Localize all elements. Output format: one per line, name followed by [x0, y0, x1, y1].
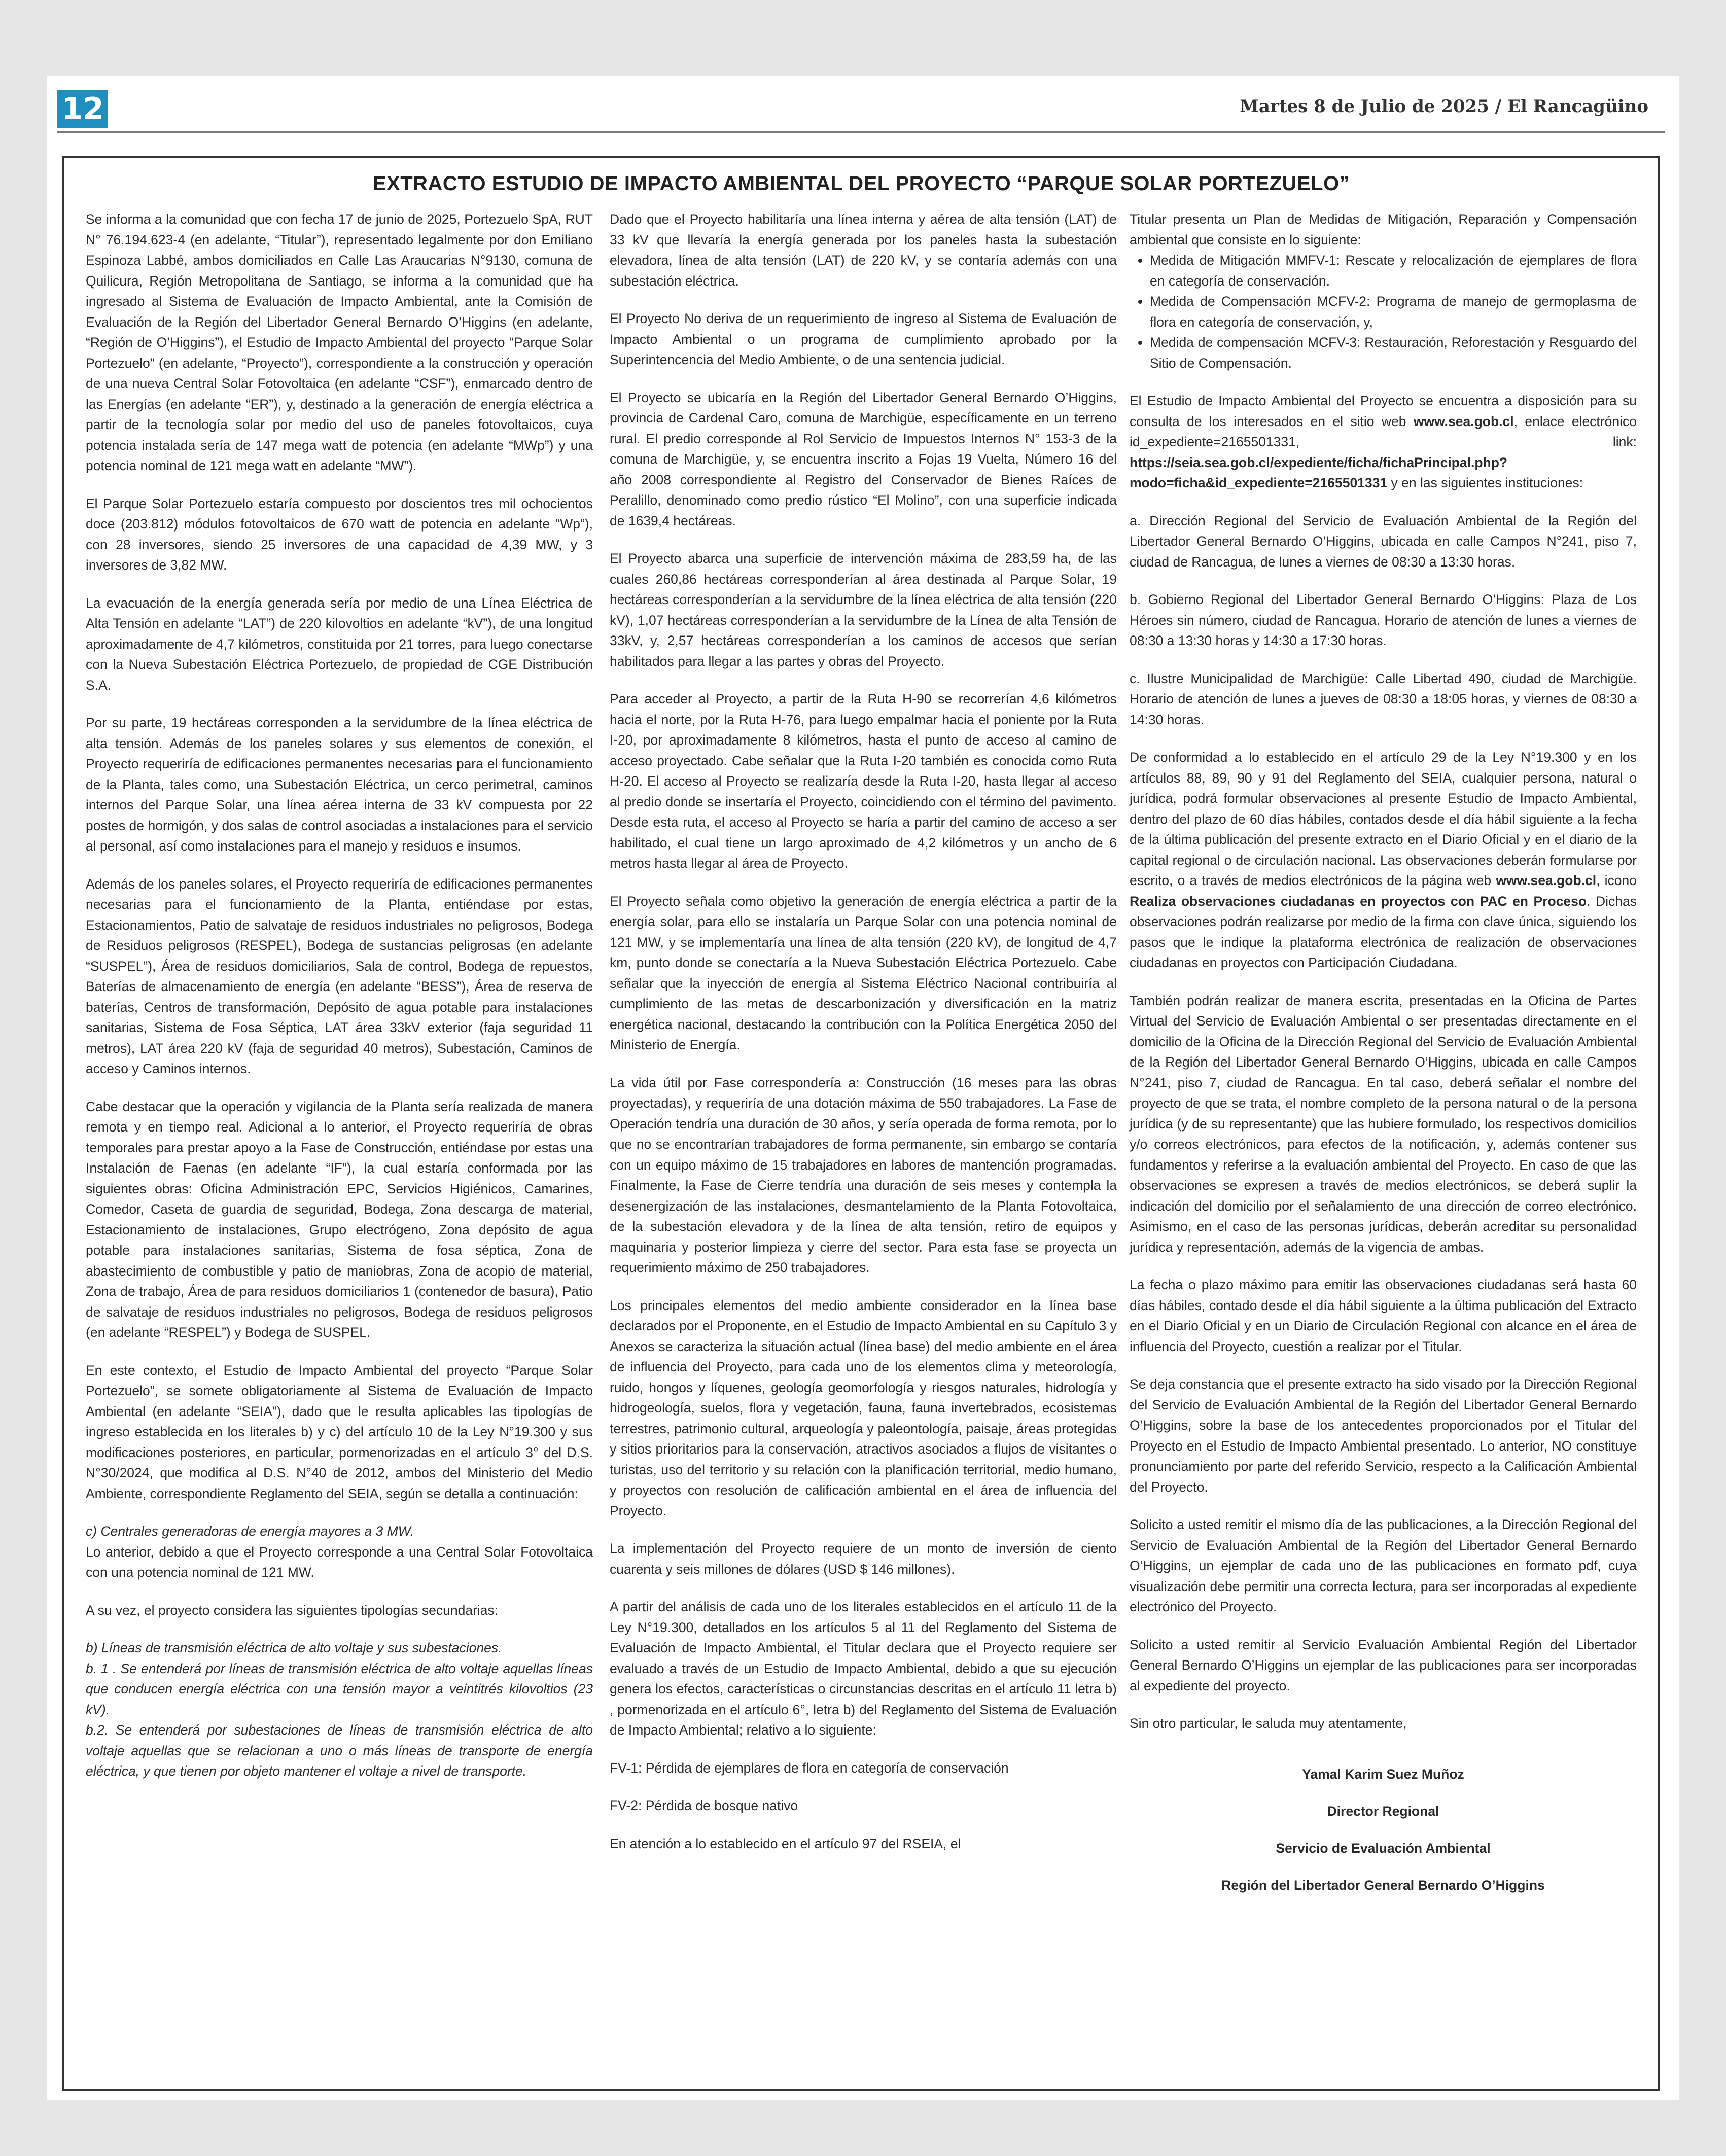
website-link[interactable]: www.sea.gob.cl: [1496, 873, 1597, 888]
paragraph: Además de los paneles solares, el Proyecto requeriría de edificaciones permanentes necesarias para el funcionamiento de la Planta, entiéndase por estas, Estacionamientos, Patio de salvataje de residuos industriales no peligrosos, Bodega de Residuos peligrosos (RESPEL), Bodega de sustancias peligrosas (en adelante “SUSPEL”), Área de residuos domiciliarios, Sala de control, Bodega de repuestos, Baterías de almacenamiento de energía (en adelante “BESS”), Área de reserva de baterías, Centros de transformación, Depósito de agua potable para instalaciones sanitarias, Sistema de Fosa Séptica, LAT área 33kV exterior (faja seguridad 11 metros), LAT área 220 kV (faja de seguridad 40 metros), Subestación, Caminos de acceso y Caminos internos.: [86, 876, 593, 1076]
column-1: [86, 209, 593, 2075]
paragraph: La fecha o plazo máximo para emitir las observaciones ciudadanas será hasta 60 días hábiles, contado desde el día hábil siguiente a la última publicación del Extracto en el Diario Oficial y en un Diario de Circulación Regional con alcance en el área de influencia del Proyecto, cuestión a realizar por el Titular.: [1130, 1277, 1637, 1354]
column-2: [610, 209, 1117, 2075]
text: De conformidad a lo establecido en el artículo 29 de la Ley N°19.300 y en los artículos 88, 89, 90 y 91 del Reglamento del SEIA, cualquier persona, natural o jurídica, podrá formular observaciones al presente Estudio de Impacto Ambiental, dentro del plazo de 60 días hábiles, contados desde el día hábil siguiente a la fecha de la última publicación del presente extracto en el Diario Oficial y en el diario de la capital regional o de circulación nacional. Las observaciones deberán formularse por escrito, o a través de medios electrónicos de la página web: [1130, 750, 1637, 888]
paragraph: En atención a lo establecido en el artículo 97 del RSEIA, el: [610, 1835, 961, 1851]
list-item: • Medida de compensación MCFV-3: Restauración, Reforestación y Resguardo del Sitio de Compensación.: [1150, 332, 1637, 373]
legal-notice-box: [62, 156, 1660, 2091]
paragraph: Solicito a usted remitir el mismo día de las publicaciones, a la Dirección Regional del Servicio de Evaluación Ambiental de la Región del Libertador General Bernardo O’Higgins, un ejemplar de cada uno de las publicaciones en formato pdf, cuya visualización debe permitir una correcta lectura, para ser incorporadas al expediente electrónico del Proyecto.: [1130, 1517, 1637, 1614]
list-item: • Medida de Compensación MCFV-2: Programa de manejo de germoplasma de flora en categoría de conservación, y,: [1150, 291, 1637, 332]
paragraph: Para acceder al Proyecto, a partir de la Ruta H-90 se recorrerían 4,6 kilómetros hacia el norte, por la Ruta H-76, para luego empalmar hacia el poniente por la Ruta I-20, por aproximadamente 8 kilómetros, hasta el punto de acceso al camino de acceso proyectado. Cabe señalar que la Ruta I-20 también es conocida como Ruta H-20. El acceso al Proyecto se realizaría desde la Ruta I-20, hasta llegar al acceso al predio donde se insertaría el Proyecto, coincidiendo con el término del pavimento. Desde esta ruta, el acceso al Proyecto se haría a partir del camino de acceso a ser habilitado, el cual tiene un largo aproximado de 4,2 kilómetros y un ancho de 6 metros hasta llegar al área de Proyecto.: [610, 691, 1117, 871]
text: , enlace electrónico id_expediente=2165501331, link:: [1130, 413, 1637, 449]
text: y en las siguientes instituciones:: [1387, 475, 1583, 490]
paragraph: c. Ilustre Municipalidad de Marchigüe: Calle Libertad 490, ciudad de Marchigüe. Horario de atención de lunes a jueves de 08:30 a 18:05 horas, y viernes de 08:30 a 14:30 horas.: [1130, 670, 1637, 727]
paragraph: También podrán realizar de manera escrita, presentadas en la Oficina de Partes Virtual del Servicio de Evaluación Ambiental o ser presentadas directamente en el domicilio de la Oficina de la Dirección Regional del Servicio de Evaluación Ambiental de la Región del Libertador General Bernardo O’Higgins, ubicada en calle Campos N°241, piso 7, ciudad de Rancagua. En tal caso, deberá señalar el nombre del proyecto de que se trata, el nombre completo de la persona natural o de la persona jurídica (y de su representante) que las hubiere formulado, los respectivos domicilios y/o correos electrónicos, para efectos de la notificación, y, además contener sus fundamentos y referirse a la evaluación ambiental del Proyecto. En caso de que las observaciones se expresen a través de medios electrónicos, se deberá suplir la indicación del domicilio por el señalamiento de una dirección de correo electrónico. Asimismo, en el caso de las personas jurídicas, deberán acreditar su personalidad jurídica y representación, además de la vigencia de ambas.: [1130, 993, 1637, 1255]
paragraph: A su vez, el proyecto considera las siguientes tipologías secundarias:: [86, 1602, 499, 1618]
typology-item: b) Líneas de transmisión eléctrica de alto voltaje y sus subestaciones.: [86, 1640, 502, 1655]
typology-item: b.2. Se entenderá por subestaciones de líneas de transmisión eléctrica de alto voltaje aquellas que se relacionan a uno o más líneas de transporte de energía eléctrica, y que tienen por objeto mantener el voltaje a nivel de transporte.: [86, 1722, 593, 1779]
observations-icon-label: Realiza observaciones ciudadanas en proyectos con PAC en Proceso: [1130, 893, 1587, 909]
paragraph: El Proyecto No deriva de un requerimiento de ingreso al Sistema de Evaluación de Impacto Ambiental o un programa de cumplimiento aprobado por la Superintencencia del Medio Ambiente, o de una sentencia judicial.: [610, 311, 1117, 367]
signer-agency: Servicio de Evaluación Ambiental: [1276, 1840, 1491, 1856]
paragraph: FV-2: Pérdida de bosque nativo: [610, 1798, 798, 1813]
expediente-link[interactable]: https://seia.sea.gob.cl/expediente/ficha/fichaPrincipal.php?modo=ficha&id_expediente=2165501331: [1130, 454, 1508, 490]
website-link[interactable]: www.sea.gob.cl: [1413, 413, 1514, 429]
paragraph: Cabe destacar que la operación y vigilancia de la Planta sería realizada de manera remota y en tiempo real. Adicional a lo anterior, el Proyecto requeriría de obras temporales para prestar apoyo a la Fase de Construcción, entiéndase por estas una Instalación de Faenas (en adelante “IF”), la cual estaría conformada por las siguientes obras: Oficina Administración EPC, Servicios Higiénicos, Camarines, Comedor, Caseta de guardia de seguridad, Bodega, Zona descarga de material, Estacionamiento de instalaciones, Grupo electrógeno, Zona depósito de agua potable para instalaciones sanitarias, Sistema de fosa séptica, Zona de abastecimiento de combustible y patio de maniobras, Zona de acopio de material, Zona de trabajo, Área de para residuos domiciliarios 1 (contenedor de basura), Patio de salvataje de residuos industriales no peligrosos, Bodega de residuos peligrosos (en adelante “RESPEL”) y Bodega de SUSPEL.: [86, 1099, 593, 1340]
paragraph: A partir del análisis de cada uno de los literales establecidos en el artículo 11 de la Ley N°19.300, detallados en los artículos 5 al 11 del Reglamento del Sistema de Evaluación de Impacto Ambiental, el Titular declara que el Proyecto requiere ser evaluado a través de un Estudio de Impacto Ambiental, debido a que su ejecución genera los efectos, características o circunstancias descritas en el artículo 11 letra b) , pormenorizada en el artículo 6°, letra b) del Reglamento del Sistema de Evaluación de Impacto Ambiental; relativo a lo siguiente:: [610, 1599, 1117, 1738]
paragraph: a. Dirección Regional del Servicio de Evaluación Ambiental de la Región del Libertador General Bernardo O’Higgins, ubicada en calle Campos N°241, piso 7, ciudad de Rancagua, de lunes a viernes de 08:30 a 13:30 horas.: [1130, 513, 1637, 570]
paragraph: b. Gobierno Regional del Libertador General Bernardo O’Higgins: Plaza de Los Héroes sin número, ciudad de Rancagua. Horario de atención de lunes a viernes de 08:30 a 13:30 horas y 14:30 a 17:30 horas.: [1130, 592, 1637, 648]
paragraph: [1130, 747, 1637, 973]
paragraph: [1130, 391, 1637, 493]
paragraph: En este contexto, el Estudio de Impacto Ambiental del proyecto “Parque Solar Portezuelo”, se somete obligatoriamente al Sistema de Evaluación de Impacto Ambiental (en adelante “SEIA”), dado que le resulta aplicables las tipologías de ingreso establecida en los literales b) y c) del artículo 10 de la Ley N°19.300 y sus modificaciones posteriores, en particular, pormenorizadas en el artículo 3° del D.S. N°30/2024, que modifica al D.S. N°40 de 2012, ambos del Ministerio del Medio Ambiente, correspondiente Reglamento del SEIA, según se detalla a continuación:: [86, 1362, 593, 1501]
page-number: 12: [57, 90, 108, 128]
list-item: • Medida de Mitigación MMFV-1: Rescate y relocalización de ejemplares de flora en categoría de conservación.: [1150, 250, 1637, 291]
paragraph: Se informa a la comunidad que con fecha 17 de junio de 2025, Portezuelo SpA, RUT N° 76.194.623-4 (en adelante, “Titular”), representado legalmente por don Emiliano Espinoza Labbé, ambos domiciliados en Calle Las Araucarias N°9130, comuna de Quilicura, Región Metropolitana de Santiago, se informa a la comunidad que ha ingresado al Sistema de Evaluación de Impacto Ambiental, ante la Comisión de Evaluación de la Región del Libertador General Bernardo O’Higgins (en adelante, “Región de O’Higgins”), el Estudio de Impacto Ambiental del proyecto “Parque Solar Portezuelo” (en adelante, “Proyecto”), correspondiente a la construcción y operación de una nueva Central Solar Fotovoltaica (en adelante “CSF”), enmarcado dentro de las Energías (en adelante “ER”), y, destinado a la generación de energía eléctrica a partir de la tecnología solar por medio del uso de paneles fotovoltaicos, cuya potencia instalada sería de 147 mega watt de potencia (en adelante “MWp”) y una potencia nominal de 121 mega watt en adelante “MW”).: [86, 211, 593, 473]
text: . Dichas observaciones podrán realizarse por medio de la firma con clave única, siguiendo los pasos que le indique la plataforma electrónica de realización de observaciones ciudadanas en proyectos con Participación Ciudadana.: [1130, 893, 1637, 970]
text: El Estudio de Impacto Ambiental del Proyecto se encuentra a disposición para su consulta de los interesados en el sitio web: [1130, 393, 1637, 429]
text: , icono: [1596, 873, 1637, 888]
paragraph: La vida útil por Fase correspondería a: Construcción (16 meses para las obras proyectadas), y requeriría de una dotación máxima de 550 trabajadores. La Fase de Operación tendría una duración de 30 años, y sería operada de forma remota, por lo que no se encontrarían trabajadores de forma permanente, sin embargo se contaría con un equipo máximo de 15 trabajadores en labores de mantención programadas. Finalmente, la Fase de Cierre tendría una duración de seis meses y contempla la desenergización de las instalaciones, desmantelamiento de la Planta Fotovoltaica, de la subestación elevadora y de la línea de alta tensión, retiro de equipos y maquinaria y posterior limpieza y cierre del sector. Para esta fase se proyecta un requerimiento máximo de 250 trabajadores.: [610, 1075, 1117, 1275]
typology-item: b. 1 . Se entenderá por líneas de transmisión eléctrica de alto voltaje aquellas líneas que conducen energía eléctrica con una tensión mayor a veintitrés kilovoltios (23 kV).: [86, 1660, 593, 1717]
paragraph: Se deja constancia que el presente extracto ha sido visado por la Dirección Regional del Servicio de Evaluación Ambiental de la Región del Libertador General Bernardo O’Higgins, sobre la base de los antecedentes proporcionados por el Titular del Proyecto en el Estudio de Impacto Ambiental presentado. Lo anterior, NO constituye pronunciamiento por parte del referido Servicio, respecto a la Calificación Ambiental del Proyecto.: [1130, 1376, 1637, 1495]
paragraph: Por su parte, 19 hectáreas corresponden a la servidumbre de la línea eléctrica de alta tensión. Además de los paneles solares y sus elementos de conexión, el Proyecto requeriría de edificaciones permanentes necesarias para el funcionamiento de la Planta, tales como, una Subestación Eléctrica, un cerco perimetral, caminos internos del Parque Solar, una línea aérea interna de 33 kV compuesta por 22 postes de hormigón, y dos salas de control asociadas a instalaciones para el servicio al personal, así como instalaciones para el manejo y residuos e insumos.: [86, 715, 593, 854]
measures-list: [1130, 250, 1637, 373]
typology-heading: c) Centrales generadoras de energía mayores a 3 MW.: [86, 1524, 414, 1539]
signer-name: Yamal Karim Suez Muñoz: [1302, 1766, 1464, 1782]
page-header: [47, 76, 1679, 132]
paragraph: FV-1: Pérdida de ejemplares de flora en categoría de conservación: [610, 1760, 1009, 1776]
signature-block: [1130, 1764, 1637, 1895]
paragraph: La implementación del Proyecto requiere de un monto de inversión de ciento cuarenta y seis millones de dólares (USD $ 146 millones).: [610, 1541, 1117, 1577]
newspaper-page: [47, 76, 1679, 2100]
date-and-newspaper-name: Martes 8 de Julio de 2025 / El Rancagüino: [1240, 96, 1648, 117]
paragraph: Titular presenta un Plan de Medidas de Mitigación, Reparación y Compensación ambiental que consiste en lo siguiente:: [1130, 211, 1637, 248]
paragraph: La evacuación de la energía generada sería por medio de una Línea Eléctrica de Alta Tensión en adelante “LAT”) de 220 kilovoltios en adelante “kV”), de una longitud aproximadamente de 4,7 kilómetros, constituida por 21 torres, para luego conectarse con la Nueva Subestación Eléctrica Portezuelo, de propiedad de CGE Distribución S.A.: [86, 595, 593, 693]
paragraph: El Proyecto abarca una superficie de intervención máxima de 283,59 ha, de las cuales 260,86 hectáreas corresponderían al área destinada al Parque Solar, 19 hectáreas corresponderían a la servidumbre de la línea eléctrica de alta tensión (220 kV), 1,07 hectáreas corresponderían a la servidumbre de la Línea de alta Tensión de 33kV, y, 2,57 hectáreas corresponderían a los caminos de accesos que serían habilitados para llegar a las partes y obras del Proyecto.: [610, 551, 1117, 669]
closing-line: Sin otro particular, le saluda muy atentamente,: [1130, 1716, 1407, 1731]
paragraph: El Parque Solar Portezuelo estaría compuesto por doscientos tres mil ochocientos doce (203.812) módulos fotovoltaicos de 670 watt de potencia en adelante “Wp”), con 28 inversores, siendo 25 inversores de una capacidad de 4,39 MW, y 3 inversores de 3,82 MW.: [86, 496, 593, 573]
paragraph: Lo anterior, debido a que el Proyecto corresponde a una Central Solar Fotovoltaica con una potencia nominal de 121 MW.: [86, 1544, 593, 1580]
paragraph: El Proyecto se ubicaría en la Región del Libertador General Bernardo O’Higgins, provincia de Cardenal Caro, comuna de Marchigüe, específicamente en un terreno rural. El predio corresponde al Rol Servicio de Impuestos Internos N° 153-3 de la comuna de Marchigüe, y, se encuentra inscrito a Fojas 19 Vuelta, Número 16 del año 2008 correspondiente al Registro del Conservador de Bienes Raíces de Peralillo, denominado como predio rústico “El Molino”, con una superficie indicada de 1639,4 hectáreas.: [610, 390, 1117, 528]
paragraph: Solicito a usted remitir al Servicio Evaluación Ambiental Región del Libertador General Bernardo O’Higgins un ejemplar de las publicaciones para ser incorporadas al expediente del proyecto.: [1130, 1637, 1637, 1693]
paragraph: Los principales elementos del medio ambiente considerador en la línea base declarados por el Proponente, en el Estudio de Impacto Ambiental en su Capítulo 3 y Anexos se caracteriza la situación actual (línea base) del medio ambiente en el área de influencia del Proyecto, para cada uno de los elementos clima y meteorología, ruido, hongos y líquenes, geología geomorfología y riesgos naturales, hidrología y hidrogeología, suelos, flora y vegetación, fauna, fauna invertebrados, ecosistemas terrestres, patrimonio cultural, arqueología y paleontología, paisaje, áreas protegidas y sitios prioritarios para la conservación, atractivos asociados a flujos de visitantes o turistas, uso del territorio y su relación con la planificación territorial, medio humano, y proyectos con resolución de calificación ambiental en el área de influencia del Proyecto.: [610, 1297, 1117, 1518]
paragraph: El Proyecto señala como objetivo la generación de energía eléctrica a partir de la energía solar, para ello se instalaría un Parque Solar con una potencia nominal de 121 MW, y se implementaría una línea de alta tensión (220 kV), de longitud de 4,7 km, punto donde se conectaría a la Nueva Subestación Eléctrica Portezuelo. Cabe señalar que la inyección de energía al Sistema Eléctrico Nacional contribuiría al cumplimiento de las metas de descarbonización y diversificación en la matriz energética nacional, destacando la contribución con la Política Energética 2050 del Ministerio de Energía.: [610, 893, 1117, 1052]
signer-region: Región del Libertador General Bernardo O’Higgins: [1221, 1877, 1545, 1893]
paragraph: Dado que el Proyecto habilitaría una línea interna y aérea de alta tensión (LAT) de 33 kV que llevaría la energía generada por los paneles hasta la subestación elevadora, línea de alta tensión (LAT) de 220 kV, y se contaría además con una subestación eléctrica.: [610, 211, 1117, 289]
article-title: EXTRACTO ESTUDIO DE IMPACTO AMBIENTAL DEL PROYECTO “PARQUE SOLAR PORTEZUELO”: [372, 172, 1350, 195]
column-3: [1130, 209, 1637, 2075]
header-rule: [57, 131, 1665, 133]
signer-title: Director Regional: [1327, 1803, 1439, 1819]
